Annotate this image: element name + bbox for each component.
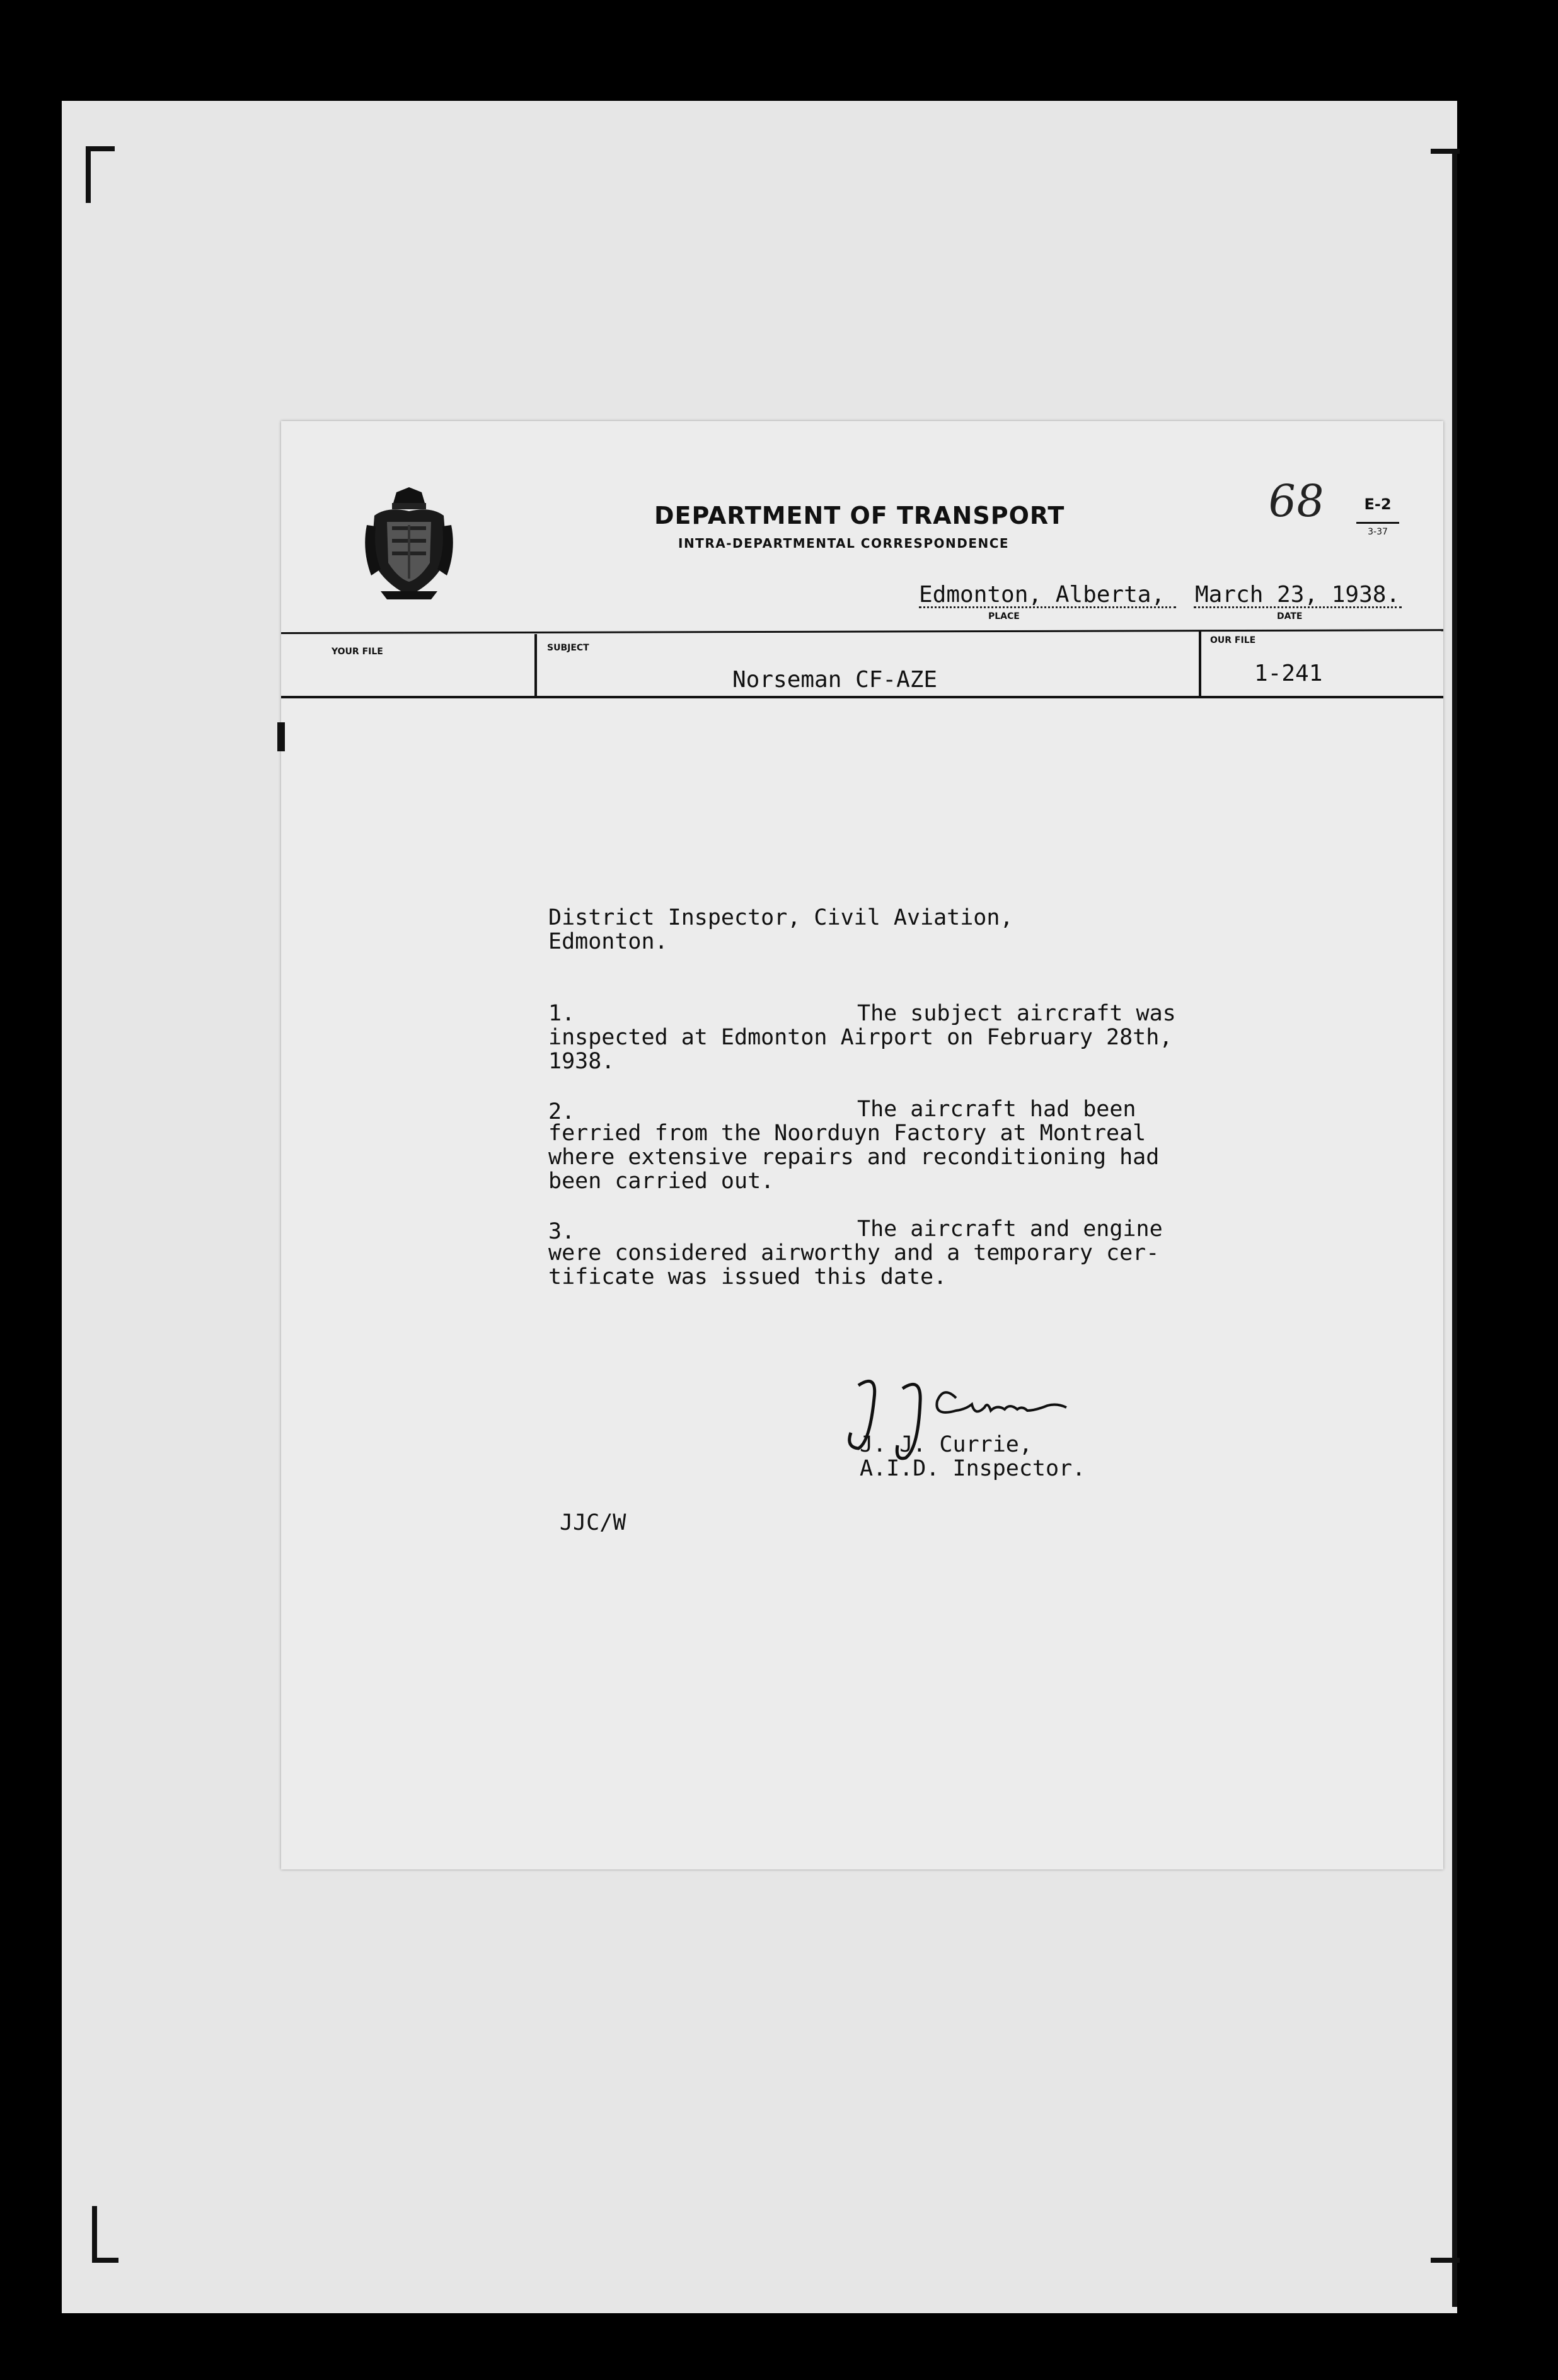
left-edge-mark	[277, 722, 285, 751]
signature-typed-name: J. J. Currie,	[860, 1432, 1032, 1457]
form-revision-date: 3-37	[1368, 527, 1388, 537]
file-box-top-rule	[281, 629, 1443, 634]
correspondence-subtitle: INTRA-DEPARTMENTAL CORRESPONDENCE	[678, 536, 1010, 551]
addressee-line-1: District Inspector, Civil Aviation,	[548, 905, 1013, 930]
paragraph-2-number: 2.	[548, 1099, 575, 1124]
paragraph-1-line-1: The subject aircraft was	[857, 1001, 1176, 1026]
paragraph-3-line-1: The aircraft and engine	[857, 1216, 1163, 1242]
paragraph-3-line-3: tificate was issued this date.	[548, 1264, 947, 1290]
backing-right-edge	[1452, 151, 1457, 2307]
form-code: E-2	[1364, 495, 1392, 513]
paragraph-1-line-2: inspected at Edmonton Airport on February 28th,	[548, 1025, 1173, 1050]
paragraph-2-line-4: been carried out.	[548, 1169, 775, 1194]
paragraph-1-line-3: 1938.	[548, 1049, 615, 1074]
place-caption: PLACE	[988, 611, 1020, 621]
addressee-line-2: Edmonton.	[548, 929, 668, 954]
date-dotted-line	[1194, 606, 1402, 608]
paragraph-2-line-3: where extensive repairs and reconditioning had	[548, 1145, 1160, 1170]
date-value: March 23, 1938.	[1195, 582, 1400, 608]
place-value: Edmonton, Alberta,	[919, 582, 1165, 608]
file-box-divider-2	[1199, 630, 1201, 697]
file-box-bottom-rule	[281, 696, 1443, 698]
paragraph-2-line-2: ferried from the Noorduyn Factory at Montreal	[548, 1121, 1146, 1146]
date-caption: DATE	[1277, 611, 1303, 621]
paragraph-3-number: 3.	[548, 1219, 575, 1244]
our-file-label: OUR FILE	[1210, 635, 1256, 645]
place-dotted-line	[919, 606, 1176, 608]
handwritten-page-number: 68	[1264, 475, 1328, 527]
corner-mark-bottom-left-h	[92, 2258, 118, 2263]
paragraph-1-number: 1.	[548, 1001, 575, 1026]
subject-label: SUBJECT	[547, 643, 589, 653]
paragraph-2-line-1: The aircraft had been	[857, 1097, 1136, 1122]
corner-mark-top-left	[86, 146, 91, 203]
your-file-label: YOUR FILE	[332, 647, 383, 657]
paragraph-3-line-2: were considered airworthy and a temporary cer-	[548, 1240, 1160, 1266]
file-box-divider-1	[534, 634, 537, 697]
reference-initials: JJC/W	[560, 1510, 626, 1535]
our-file-value: 1-241	[1254, 661, 1323, 686]
subject-value: Norseman CF-AZE	[732, 667, 938, 693]
signature-title: A.I.D. Inspector.	[860, 1456, 1086, 1481]
coat-of-arms-emblem	[362, 487, 456, 601]
corner-mark-bottom-left	[92, 2206, 97, 2263]
letter-sheet	[281, 421, 1443, 1869]
form-code-rule	[1356, 522, 1399, 524]
corner-mark-top-left-h	[86, 146, 115, 151]
department-title: DEPARTMENT OF TRANSPORT	[654, 502, 1065, 529]
